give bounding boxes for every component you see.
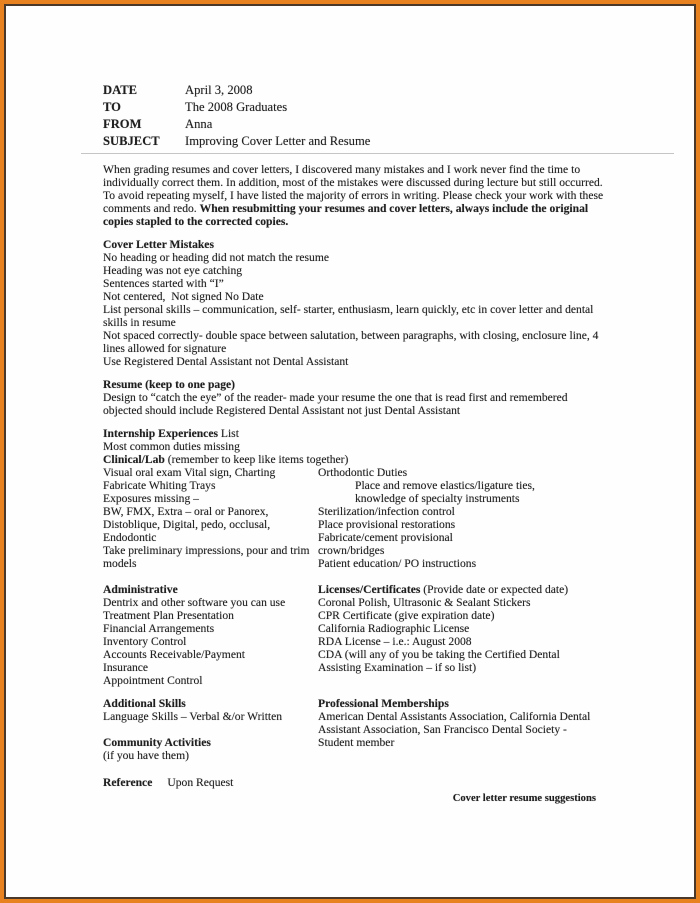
- resume-section: [103, 378, 606, 417]
- memo-page: [4, 4, 696, 899]
- clinical-left-item: Distoblique, Digital, pedo, occlusal,: [103, 518, 271, 531]
- subject-value: Improving Cover Letter and Resume: [185, 134, 371, 148]
- memberships-line: Assistant Association, San Francisco Dental Society -: [318, 723, 567, 736]
- memo-header: [103, 82, 606, 150]
- internship-heading-line: [103, 427, 606, 440]
- internship-section: [103, 427, 606, 570]
- mistake-line: Not spaced correctly- double space between salutation, between paragraphs, with closing, enclosure line, 4 lines allowed for signature: [103, 329, 602, 355]
- licenses-item: RDA License – i.e.: August 2008: [318, 635, 472, 648]
- internship-missing-line: Most common duties missing: [103, 440, 240, 453]
- additional-skills-heading: Additional Skills: [103, 697, 186, 710]
- memberships-line: Student member: [318, 736, 395, 749]
- community-activities-line: (if you have them): [103, 749, 189, 762]
- licenses-heading-line: [318, 583, 606, 596]
- mistake-line: No heading or heading did not match the resume: [103, 251, 330, 264]
- administrative-licenses-section: [103, 583, 606, 687]
- intro-bold-text: When resubmitting your resumes and cover letters, always include the original copies stapled to the corrected copies.: [103, 202, 591, 228]
- licenses-item: CDA (will any of you be taking the Certified Dental: [318, 648, 560, 661]
- administrative-item: Accounts Receivable/Payment: [103, 648, 245, 661]
- administrative-item: Dentrix and other software you can use: [103, 596, 286, 609]
- administrative-item: Appointment Control: [103, 674, 203, 687]
- administrative-item: Inventory Control: [103, 635, 187, 648]
- licenses-item: Coronal Polish, Ultrasonic & Sealant Stickers: [318, 596, 531, 609]
- administrative-column: [103, 583, 318, 687]
- clinical-right-item: Sterilization/infection control: [318, 505, 455, 518]
- intro-text: When grading resumes and cover letters, I discovered many mistakes and I work never find the time to individually correct them. In addition, most of the mistakes were discussed during lecture but still occurred. To avoid repeating myself, I have listed the majority of errors in writing. Please check your work with these comments and redo.: [103, 163, 607, 215]
- internship-heading-suffix: List: [217, 427, 239, 440]
- clinical-right-item: Patient education/ PO instructions: [318, 557, 477, 570]
- clinical-left-item: Take preliminary impressions, pour and trim models: [103, 544, 313, 570]
- memo-header-row-date: [103, 82, 606, 99]
- clinical-right-item: Place provisional restorations: [318, 518, 456, 531]
- clinical-columns: [103, 466, 606, 570]
- memo-header-row-from: [103, 116, 606, 133]
- clinical-lab-suffix: (remember to keep like items together): [164, 453, 349, 466]
- mistake-line: Heading was not eye catching: [103, 264, 243, 277]
- administrative-item: Insurance: [103, 661, 149, 674]
- reference-label: Reference: [103, 776, 153, 789]
- internship-heading: Internship Experiences: [103, 427, 218, 440]
- cover-letter-mistakes-heading: Cover Letter Mistakes: [103, 238, 214, 251]
- licenses-item: California Radiographic License: [318, 622, 470, 635]
- additional-skills-line: Language Skills – Verbal &/or Written: [103, 710, 283, 723]
- clinical-heading-line: [103, 453, 606, 466]
- mistake-line: Not centered, Not signed No Date: [103, 290, 264, 303]
- resume-body: Design to “catch the eye” of the reader- made your resume the one that is read first and remembered objected should include Registered Dental Assistant not just Dental Assistant: [103, 391, 571, 417]
- licenses-heading: Licenses/Certificates: [318, 583, 421, 596]
- clinical-right-item: crown/bridges: [318, 544, 385, 557]
- mistake-line: Sentences started with “I”: [103, 277, 224, 290]
- header-divider: [81, 153, 674, 154]
- resume-heading: Resume (keep to one page): [103, 378, 236, 391]
- to-value: The 2008 Graduates: [185, 100, 288, 114]
- clinical-right-item: Orthodontic Duties: [318, 466, 408, 479]
- memberships-column: [318, 697, 606, 763]
- reference-value: Upon Request: [167, 776, 234, 789]
- to-label: TO: [103, 100, 121, 114]
- clinical-left-column: [103, 466, 318, 570]
- date-label: DATE: [103, 83, 138, 97]
- licenses-column: [318, 583, 606, 687]
- clinical-right-column: [318, 466, 606, 570]
- memo-header-row-subject: [103, 133, 606, 150]
- clinical-left-item: Fabricate Whiting Trays: [103, 479, 216, 492]
- administrative-item: Treatment Plan Presentation: [103, 609, 234, 622]
- licenses-item: Assisting Examination – if so list): [318, 661, 477, 674]
- mistake-line: List personal skills – communication, self- starter, enthusiasm, learn quickly, etc in cover letter and dental skills in resume: [103, 303, 597, 329]
- administrative-heading: Administrative: [103, 583, 178, 596]
- mistake-line: Use Registered Dental Assistant not Dental Assistant: [103, 355, 349, 368]
- date-value: April 3, 2008: [185, 83, 253, 97]
- reference-row: [103, 776, 606, 789]
- skills-column: [103, 697, 318, 763]
- clinical-right-item: Fabricate/cement provisional: [318, 531, 453, 544]
- cover-letter-mistakes-section: [103, 238, 606, 368]
- intro-paragraph: [103, 163, 606, 228]
- clinical-right-item: knowledge of specialty instruments: [355, 492, 520, 505]
- administrative-item: Financial Arrangements: [103, 622, 215, 635]
- clinical-left-item: Visual oral exam Vital sign, Charting: [103, 466, 276, 479]
- clinical-right-item: Place and remove elastics/ligature ties,: [355, 479, 535, 492]
- memberships-line: American Dental Assistants Association, California Dental: [318, 710, 591, 723]
- clinical-left-item: Endodontic: [103, 531, 157, 544]
- memberships-heading: Professional Memberships: [318, 697, 449, 710]
- clinical-lab-heading: Clinical/Lab: [103, 453, 165, 466]
- licenses-heading-suffix: (Provide date or expected date): [420, 583, 569, 596]
- skills-memberships-section: [103, 697, 606, 763]
- footer-note: Cover letter resume suggestions: [452, 793, 596, 804]
- community-activities-heading: Community Activities: [103, 736, 211, 749]
- clinical-left-item: Exposures missing –: [103, 492, 199, 505]
- from-label: FROM: [103, 117, 142, 131]
- memo-header-row-to: [103, 99, 606, 116]
- licenses-item: CPR Certificate (give expiration date): [318, 609, 495, 622]
- clinical-left-item: BW, FMX, Extra – oral or Panorex,: [103, 505, 269, 518]
- subject-label: SUBJECT: [103, 134, 160, 148]
- from-value: Anna: [185, 117, 213, 131]
